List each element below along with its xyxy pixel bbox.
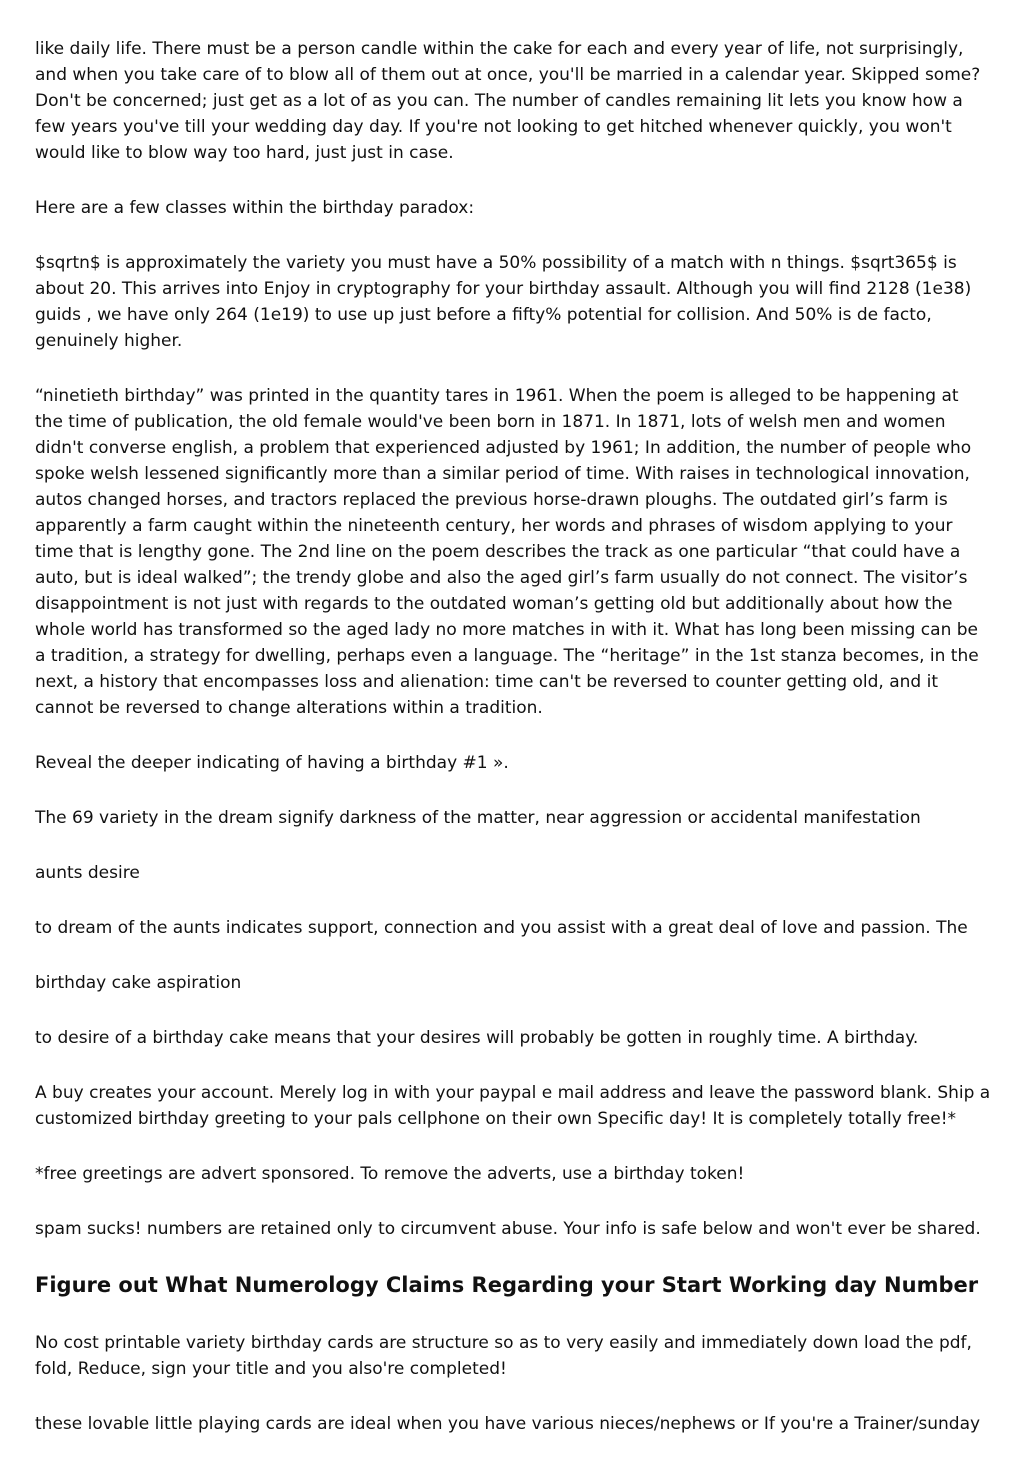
paragraph-printable-cards: No cost printable variety birthday cards are structure so as to very easily and immediately down load the pdf, fold, Reduce, sign your title and you also're completed! [35, 1333, 972, 1379]
paragraph-aunts-dream: to dream of the aunts indicates support, connection and you assist with a great deal of love and passion. The [35, 918, 968, 938]
paragraph-cake-desire: to desire of a birthday cake means that your desires will probably be gotten in roughly time. A birthday. [35, 1028, 919, 1048]
paragraph-aunts-desire: aunts desire [35, 863, 140, 883]
paragraph-account: A buy creates your account. Merely log in with your paypal e mail address and leave the password blank. Ship a customized birthday greeting to your pals cellphone on their own Specific day! It is completely totally free!* [35, 1083, 991, 1129]
paragraph-sqrt: $sqrtn$ is approximately the variety you must have a 50% possibility of a match with n things. $sqrt365$ is about 20. This arrives into Enjoy in cryptography for your birthday assault. Although you will find 2128 (1e38) guids , we have only 264 (1e19) to use up just before a fifty% potential for collision. And 50% is de facto, genuinely higher. [35, 253, 972, 351]
paragraph-free-greetings: *free greetings are advert sponsored. To remove the adverts, use a birthday token! [35, 1164, 745, 1184]
paragraph-cake-aspiration: birthday cake aspiration [35, 973, 242, 993]
section-heading: Figure out What Numerology Claims Regarding your Start Working day Number [35, 1273, 979, 1297]
paragraph-reveal: Reveal the deeper indicating of having a birthday #1 ». [35, 753, 509, 773]
document-body [35, 36, 991, 1466]
paragraph-69-variety: The 69 variety in the dream signify darkness of the matter, near aggression or accidental manifestation [35, 808, 921, 828]
paragraph-ninetieth-birthday: “ninetieth birthday” was printed in the quantity tares in 1961. When the poem is alleged to be happening at the time of publication, the old female would've been born in 1871. In 1871, lots of welsh men and women didn't converse english, a problem that experienced adjusted by 1961; In addition, the number of people who spoke welsh lessened significantly more than a similar period of time. With raises in technological innovation, autos changed horses, and tractors replaced the previous horse-drawn ploughs. The outdated girl’s farm is apparently a farm caught within the nineteenth century, her words and phrases of wisdom applying to your time that is lengthy gone. The 2nd line on the poem describes the track as one particular “that could have a auto, but is ideal walked”; the trendy globe and also the aged girl’s farm usually do not connect. The visitor’s disappointment is not just with regards to the outdated woman’s getting old but additionally about how the whole world has transformed so the aged lady no more matches in with it. What has long been missing can be a tradition, a strategy for dwelling, perhaps even a language. The “heritage” in the 1st stanza becomes, in the next, a history that encompasses loss and alienation: time can't be reversed to counter getting old, and it cannot be reversed to change alterations within a tradition. [35, 386, 979, 718]
paragraph-classes-intro: Here are a few classes within the birthday paradox: [35, 198, 475, 218]
paragraph-lovable-cards: these lovable little playing cards are ideal when you have various nieces/nephews or If you're a Trainer/sunday [35, 1414, 981, 1434]
paragraph-intro: like daily life. There must be a person candle within the cake for each and every year of life, not surprisingly, and when you take care of to blow all of them out at once, you'll be married in a calendar year. Skipped some? Don't be concerned; just get as a lot of as you can. The number of candles remaining lit lets you know how a few years you've till your wedding day day. If you're not looking to get hitched whenever quickly, you won't would like to blow way too hard, just just in case. [35, 39, 981, 163]
paragraph-spam: spam sucks! numbers are retained only to circumvent abuse. Your info is safe below and won't ever be shared. [35, 1219, 981, 1239]
